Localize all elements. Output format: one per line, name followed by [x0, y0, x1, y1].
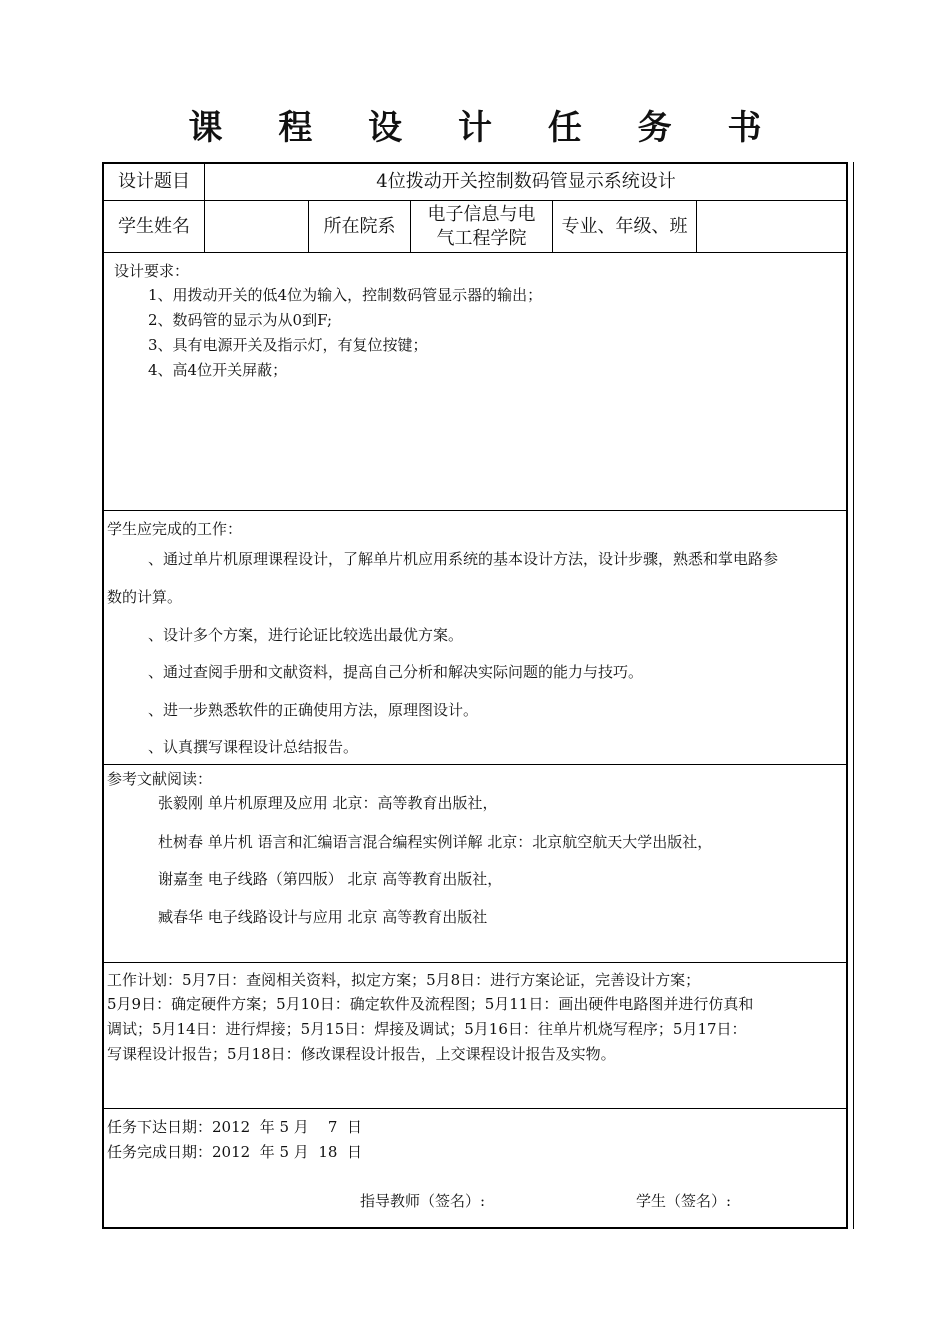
- department-value-line2: 气工程学院: [436, 227, 527, 249]
- major-label: 专业、年级、班: [561, 215, 688, 237]
- department-value-line1: 电子信息与电: [427, 203, 536, 225]
- work-item: 、通过查阅手册和文献资料，提高自己分析和解决实际问题的能力与技巧。: [148, 663, 644, 681]
- requirement-item: 3、具有电源开关及指示灯，有复位按键；: [148, 336, 428, 354]
- work-item: 、通过单片机原理课程设计，了解单片机应用系统的基本设计方法，设计步骤，熟悉和掌电路参: [148, 550, 779, 568]
- student-name-label: 学生姓名: [118, 215, 190, 237]
- work-item-continuation: 数的计算。: [107, 588, 183, 606]
- issue-date: 任务下达日期：2012 年 5 月 7 日: [107, 1118, 362, 1136]
- requirement-item: 4、高4位开关屏蔽；: [148, 361, 288, 379]
- reference-item: 臧春华 电子线路设计与应用 北京 高等教育出版社: [158, 908, 488, 926]
- teacher-signature-label: 指导教师（签名）:: [360, 1192, 486, 1210]
- student-name-value[interactable]: [205, 201, 308, 252]
- references-heading: 参考文献阅读：: [107, 770, 213, 788]
- requirements-heading: 设计要求：: [114, 262, 190, 280]
- reference-item: 张毅刚 单片机原理及应用 北京：高等教育出版社，: [158, 794, 498, 812]
- major-value[interactable]: [697, 201, 847, 252]
- work-item: 、进一步熟悉软件的正确使用方法，原理图设计。: [148, 701, 479, 719]
- topic-label: 设计题目: [118, 171, 190, 192]
- work-item: 、认真撰写课程设计总结报告。: [148, 738, 359, 756]
- row-divider: [104, 962, 846, 963]
- requirement-item: 1、用拨动开关的低4位为输入，控制数码管显示器的输出；: [148, 286, 543, 304]
- department-value: [411, 201, 552, 252]
- requirement-item: 2、数码管的显示为从0到F;: [148, 311, 333, 329]
- work-plan-line: 工作计划：5月7日：查阅相关资料，拟定方案；5月8日：进行方案论证，完善设计方案；: [107, 971, 701, 989]
- department-label: 所在院系: [323, 215, 396, 237]
- reference-item: 杜树春 单片机 语言和汇编语言混合编程实例详解 北京：北京航空航天大学出版社，: [158, 833, 713, 851]
- work-plan-line: 写课程设计报告；5月18日：修改课程设计报告，上交课程设计报告及实物。: [107, 1045, 616, 1063]
- row-divider: [104, 252, 846, 253]
- row-divider: [104, 1108, 846, 1109]
- topic-value: 4位拨动开关控制数码管显示系统设计: [376, 171, 676, 192]
- reference-item: 谢嘉奎 电子线路（第四版） 北京 高等教育出版社，: [158, 870, 503, 888]
- document-title: 课 程 设 计 任 务 书: [188, 108, 784, 148]
- work-plan-line: 5月9日：确定硬件方案；5月10日：确定软件及流程图；5月11日：画出硬件电路图并进行仿真和: [107, 995, 754, 1013]
- work-item: 、设计多个方案，进行论证比较选出最优方案。: [148, 626, 464, 644]
- task-table: [102, 162, 848, 1229]
- completion-date: 任务完成日期：2012 年 5 月 18 日: [107, 1143, 362, 1161]
- student-signature-label: 学生（签名）:: [636, 1192, 732, 1210]
- right-border-line: [853, 162, 854, 1229]
- work-heading: 学生应完成的工作：: [107, 520, 243, 538]
- row-divider: [104, 510, 846, 511]
- work-plan-line: 调试；5月14日：进行焊接；5月15日：焊接及调试；5月16日：往单片机烧写程序；5月17日：: [107, 1020, 747, 1038]
- row-divider: [104, 764, 846, 765]
